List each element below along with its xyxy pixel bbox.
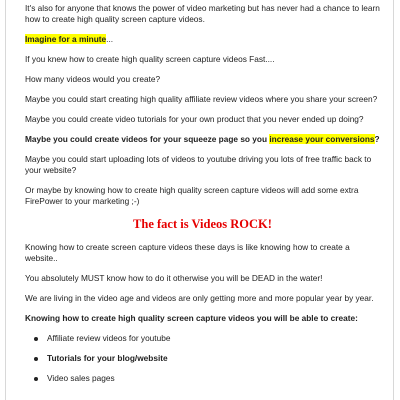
imagine-ellipsis: ...	[106, 34, 114, 44]
conversions-highlight: increase your conversions	[269, 134, 375, 144]
website-paragraph: Knowing how to create screen capture videos these days is like knowing how to create a website..	[25, 242, 350, 263]
videos-rock-heading: The fact is Videos ROCK!	[133, 217, 272, 231]
youtube-paragraph: Maybe you could start uploading lots of videos to youtube driving you lots of free traffic back to your website?	[25, 154, 372, 175]
squeeze-text: Maybe you could create videos for your squeeze page so you	[25, 134, 270, 144]
must-paragraph: You absolutely MUST know how to do it otherwise you will be DEAD in the water!	[25, 273, 323, 283]
able-to-create-paragraph: Knowing how to create high quality screen capture videos you will be able to create:	[25, 313, 358, 323]
list-item: Tutorials for your blog/website	[25, 353, 380, 364]
affiliate-paragraph: Maybe you could start creating high quality affiliate review videos where you share your screen?	[25, 94, 378, 104]
tutorials-paragraph: Maybe you could create video tutorials for your own product that you never ended up doing?	[25, 114, 364, 124]
imagine-line	[25, 34, 380, 45]
how-many-paragraph: How many videos would you create?	[25, 74, 161, 84]
imagine-highlight: Imagine for a minute	[25, 34, 107, 44]
list-item: Video sales pages	[25, 373, 380, 384]
article-content	[25, 3, 380, 384]
video-age-paragraph: We are living in the video age and videos are only getting more and more popular year by year.	[25, 293, 374, 303]
fast-paragraph: If you knew how to create high quality screen capture videos Fast....	[25, 54, 275, 64]
page-frame	[5, 0, 394, 400]
list-item: Affiliate review videos for youtube	[25, 333, 380, 344]
squeeze-question: ?	[374, 134, 380, 144]
video-types-list	[25, 333, 380, 384]
firepower-paragraph: Or maybe by knowing how to create high quality screen capture videos will add some extra FirePower to your marketing ;-)	[25, 185, 359, 206]
intro-paragraph: It's also for anyone that knows the power of video marketing but has never had a chance to learn how to create high quality screen capture videos.	[25, 3, 380, 24]
squeeze-paragraph	[25, 134, 380, 145]
